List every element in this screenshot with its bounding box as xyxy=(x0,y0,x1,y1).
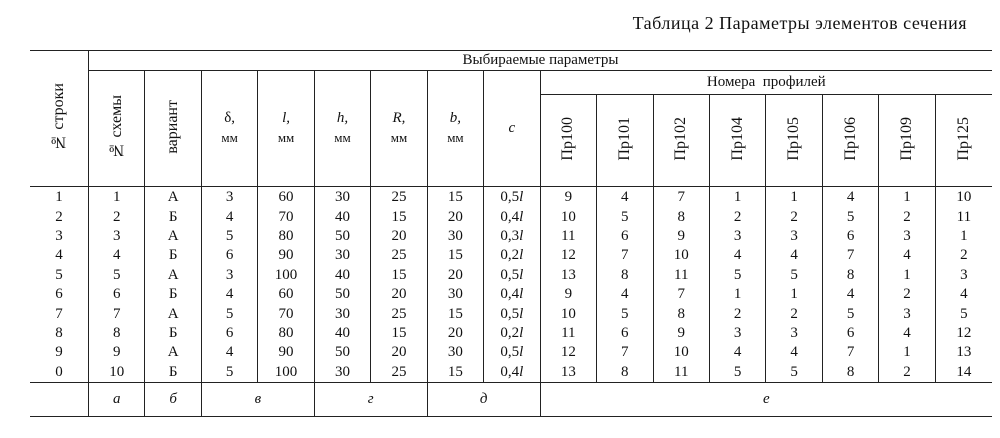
table-cell: 40 xyxy=(314,324,370,343)
table-cell: 10 xyxy=(653,343,709,362)
table-cell: 20 xyxy=(371,343,427,362)
table-cell: 15 xyxy=(427,363,483,383)
table-cell: 5 xyxy=(709,363,765,383)
header-c: c xyxy=(484,71,540,187)
header-profile-7: Пр125 xyxy=(935,95,992,187)
header-profile-0: Пр100 xyxy=(540,95,596,187)
table-cell: 1 xyxy=(766,285,822,304)
table-cell: 0,3l xyxy=(484,227,540,246)
table-cell: 10 xyxy=(653,246,709,265)
table-cell: 0,2l xyxy=(484,324,540,343)
table-cell: 20 xyxy=(427,324,483,343)
table-cell: 3 xyxy=(30,227,88,246)
table-cell: 4 xyxy=(766,343,822,362)
table-cell: 4 xyxy=(201,285,257,304)
footer-e: е xyxy=(540,382,992,416)
table-cell: 5 xyxy=(597,304,653,323)
table-cell: 7 xyxy=(88,304,144,323)
parameters-table xyxy=(30,50,992,417)
table-cell: 1 xyxy=(88,187,144,208)
table-cell: 50 xyxy=(314,227,370,246)
table-cell: 11 xyxy=(540,324,596,343)
table-row xyxy=(30,187,992,208)
table-cell: 4 xyxy=(766,246,822,265)
table-cell: 4 xyxy=(30,246,88,265)
header-variant: вариант xyxy=(145,71,201,187)
table-body xyxy=(30,187,992,383)
table-cell: 7 xyxy=(653,285,709,304)
table-cell: 4 xyxy=(879,324,935,343)
table-row xyxy=(30,324,992,343)
header-profile-3: Пр104 xyxy=(709,95,765,187)
table-cell: 1 xyxy=(709,187,765,208)
table-cell: 70 xyxy=(258,207,314,226)
table-cell: 15 xyxy=(371,324,427,343)
table-cell: 70 xyxy=(258,304,314,323)
table-cell: 7 xyxy=(822,246,878,265)
footer-empty xyxy=(30,382,88,416)
table-cell: 5 xyxy=(201,304,257,323)
table-cell: 30 xyxy=(314,187,370,208)
table-cell: 20 xyxy=(371,227,427,246)
table-cell: 8 xyxy=(653,207,709,226)
table-cell: 3 xyxy=(879,227,935,246)
table-row xyxy=(30,207,992,226)
table-cell: 7 xyxy=(597,246,653,265)
table-cell: 14 xyxy=(935,363,992,383)
table-cell: 20 xyxy=(427,207,483,226)
table-row xyxy=(30,304,992,323)
table-cell: 80 xyxy=(258,324,314,343)
c-suffix: l xyxy=(519,266,524,283)
table-cell: 0,5l xyxy=(484,266,540,285)
table-cell: 6 xyxy=(597,324,653,343)
table-cell: 4 xyxy=(201,343,257,362)
c-suffix: l xyxy=(519,247,524,264)
table-cell: 6 xyxy=(822,324,878,343)
c-suffix: l xyxy=(519,363,524,380)
table-cell: 1 xyxy=(766,187,822,208)
table-cell: 2 xyxy=(709,304,765,323)
header-profile-4: Пр105 xyxy=(766,95,822,187)
table-cell: 7 xyxy=(30,304,88,323)
table-cell: 2 xyxy=(709,207,765,226)
table-cell: 1 xyxy=(879,343,935,362)
table-cell: 9 xyxy=(540,285,596,304)
table-row xyxy=(30,285,992,304)
table-cell: 4 xyxy=(935,285,992,304)
table-cell: 25 xyxy=(371,304,427,323)
table-cell: 2 xyxy=(879,207,935,226)
table-cell: 30 xyxy=(427,343,483,362)
table-cell: 11 xyxy=(540,227,596,246)
table-cell: 80 xyxy=(258,227,314,246)
table-cell: 15 xyxy=(427,246,483,265)
table-cell: 5 xyxy=(30,266,88,285)
table-cell: 30 xyxy=(314,304,370,323)
table-cell: 3 xyxy=(766,324,822,343)
table-cell: 1 xyxy=(30,187,88,208)
c-suffix: l xyxy=(519,227,524,244)
header-b: b, мм xyxy=(427,71,483,187)
table-cell: 4 xyxy=(201,207,257,226)
table-row xyxy=(30,246,992,265)
c-suffix: l xyxy=(519,286,524,303)
header-h: h, мм xyxy=(314,71,370,187)
table-cell: 4 xyxy=(709,246,765,265)
header-l: l, мм xyxy=(258,71,314,187)
table-cell: 9 xyxy=(653,227,709,246)
table-cell: 1 xyxy=(879,187,935,208)
table-cell: 25 xyxy=(371,187,427,208)
table-cell: 40 xyxy=(314,207,370,226)
table-cell: 3 xyxy=(709,227,765,246)
header-delta: δ, мм xyxy=(201,71,257,187)
table-cell: 6 xyxy=(30,285,88,304)
table-cell: 10 xyxy=(88,363,144,383)
table-cell: 15 xyxy=(427,187,483,208)
table-cell: 3 xyxy=(709,324,765,343)
table-cell: 90 xyxy=(258,343,314,362)
table-cell: 0,5l xyxy=(484,343,540,362)
c-suffix: l xyxy=(519,305,524,322)
table-cell: 5 xyxy=(766,363,822,383)
table-cell: 20 xyxy=(371,285,427,304)
table-cell: 5 xyxy=(709,266,765,285)
table-cell: 13 xyxy=(540,363,596,383)
table-cell: 2 xyxy=(766,304,822,323)
table-cell: 100 xyxy=(258,363,314,383)
table-cell: 9 xyxy=(88,343,144,362)
table-cell: 0,5l xyxy=(484,304,540,323)
table-cell: 2 xyxy=(935,246,992,265)
table-cell: 10 xyxy=(935,187,992,208)
table-cell: 13 xyxy=(540,266,596,285)
table-cell: 8 xyxy=(597,363,653,383)
table-cell: 3 xyxy=(201,266,257,285)
table-cell: 2 xyxy=(879,285,935,304)
table-cell: 15 xyxy=(371,207,427,226)
table-cell: 4 xyxy=(597,285,653,304)
table-cell: 12 xyxy=(540,246,596,265)
table-cell: 60 xyxy=(258,285,314,304)
table-cell: 6 xyxy=(201,324,257,343)
table-cell: 0 xyxy=(30,363,88,383)
footer-g: г xyxy=(314,382,427,416)
table-cell: 20 xyxy=(427,266,483,285)
table-cell: 2 xyxy=(30,207,88,226)
table-cell: 6 xyxy=(201,246,257,265)
table-row xyxy=(30,266,992,285)
table-cell: 4 xyxy=(88,246,144,265)
table-cell: 8 xyxy=(822,266,878,285)
table-cell: 6 xyxy=(88,285,144,304)
table-cell: 4 xyxy=(822,285,878,304)
table-cell: 30 xyxy=(314,363,370,383)
table-cell: 60 xyxy=(258,187,314,208)
table-cell: 25 xyxy=(371,363,427,383)
table-cell: 50 xyxy=(314,343,370,362)
table-cell: 6 xyxy=(822,227,878,246)
footer-d: д xyxy=(427,382,540,416)
table-cell: 4 xyxy=(822,187,878,208)
table-cell: 7 xyxy=(597,343,653,362)
table-cell: 7 xyxy=(822,343,878,362)
table-cell: 5 xyxy=(201,363,257,383)
footer-row xyxy=(30,382,992,416)
header-profile-6: Пр109 xyxy=(879,95,935,187)
table-cell: 5 xyxy=(822,207,878,226)
table-cell: 30 xyxy=(427,227,483,246)
table-cell: Б xyxy=(145,285,201,304)
table-cell: 3 xyxy=(88,227,144,246)
table-cell: 8 xyxy=(30,324,88,343)
table-cell: 0,2l xyxy=(484,246,540,265)
table-row xyxy=(30,343,992,362)
table-cell: 6 xyxy=(597,227,653,246)
table-cell: 9 xyxy=(30,343,88,362)
table-cell: 2 xyxy=(88,207,144,226)
table-cell: 90 xyxy=(258,246,314,265)
table-caption: Таблица 2 Параметры элементов сечения xyxy=(632,13,967,33)
table-cell: 30 xyxy=(314,246,370,265)
table-cell: 12 xyxy=(540,343,596,362)
table-cell: 4 xyxy=(879,246,935,265)
table-cell: 2 xyxy=(766,207,822,226)
table-cell: 11 xyxy=(935,207,992,226)
table-cell: Б xyxy=(145,363,201,383)
table-cell: 3 xyxy=(879,304,935,323)
table-cell: А xyxy=(145,343,201,362)
table-cell: 4 xyxy=(709,343,765,362)
table-cell: 50 xyxy=(314,285,370,304)
table-cell: 8 xyxy=(653,304,709,323)
header-scheme-no: № схемы xyxy=(88,71,144,187)
table-cell: 10 xyxy=(540,207,596,226)
table-cell: 5 xyxy=(822,304,878,323)
c-suffix: l xyxy=(519,208,524,225)
table-cell: 3 xyxy=(766,227,822,246)
table-cell: А xyxy=(145,187,201,208)
table-cell: 10 xyxy=(540,304,596,323)
table-cell: 9 xyxy=(653,324,709,343)
table-cell: 5 xyxy=(88,266,144,285)
table-row xyxy=(30,227,992,246)
table-cell: 15 xyxy=(371,266,427,285)
table-cell: 8 xyxy=(88,324,144,343)
table-cell: 2 xyxy=(879,363,935,383)
footer-b: б xyxy=(145,382,201,416)
table-cell: 8 xyxy=(822,363,878,383)
table-cell: Б xyxy=(145,207,201,226)
header-R: R, мм xyxy=(371,71,427,187)
c-suffix: l xyxy=(519,344,524,361)
table-cell: 3 xyxy=(201,187,257,208)
table-cell: 5 xyxy=(201,227,257,246)
table-cell: 15 xyxy=(427,304,483,323)
table-cell: 25 xyxy=(371,246,427,265)
table-cell: 40 xyxy=(314,266,370,285)
table-cell: Б xyxy=(145,246,201,265)
header-profile-2: Пр102 xyxy=(653,95,709,187)
table-cell: 13 xyxy=(935,343,992,362)
header-profile-1: Пр101 xyxy=(597,95,653,187)
table-cell: 0,5l xyxy=(484,187,540,208)
header-profile-5: Пр106 xyxy=(822,95,878,187)
table-cell: 7 xyxy=(653,187,709,208)
c-suffix: l xyxy=(519,324,524,341)
header-row-number: № строки xyxy=(30,51,88,187)
header-profile-numbers: Номера профилей xyxy=(540,71,992,95)
table-cell: 1 xyxy=(879,266,935,285)
table-cell: 1 xyxy=(935,227,992,246)
table-cell: 11 xyxy=(653,266,709,285)
table-cell: 100 xyxy=(258,266,314,285)
table-cell: 5 xyxy=(597,207,653,226)
table-cell: 5 xyxy=(766,266,822,285)
table-row xyxy=(30,363,992,383)
table-cell: 0,4l xyxy=(484,207,540,226)
table-cell: 11 xyxy=(653,363,709,383)
table-cell: 8 xyxy=(597,266,653,285)
c-suffix: l xyxy=(519,189,524,206)
table-cell: А xyxy=(145,227,201,246)
table-cell: 1 xyxy=(709,285,765,304)
footer-a: а xyxy=(88,382,144,416)
table-cell: 4 xyxy=(597,187,653,208)
table-cell: 0,4l xyxy=(484,363,540,383)
table-cell: 30 xyxy=(427,285,483,304)
header-selected-params: Выбираемые параметры xyxy=(88,51,992,71)
table-cell: Б xyxy=(145,324,201,343)
footer-v: в xyxy=(201,382,314,416)
table-cell: 9 xyxy=(540,187,596,208)
table-cell: 3 xyxy=(935,266,992,285)
table-cell: 12 xyxy=(935,324,992,343)
table-cell: 0,4l xyxy=(484,285,540,304)
table-cell: А xyxy=(145,304,201,323)
table-cell: 5 xyxy=(935,304,992,323)
table-cell: А xyxy=(145,266,201,285)
